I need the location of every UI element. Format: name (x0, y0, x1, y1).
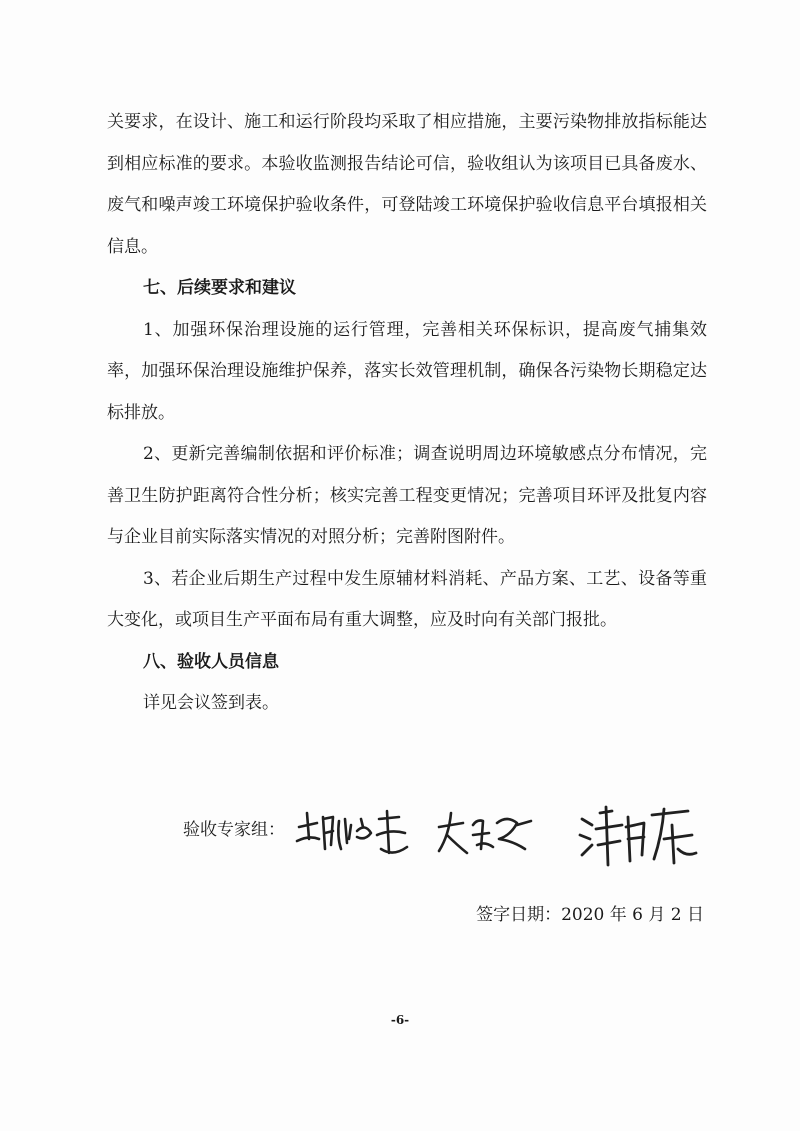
handwritten-signature-1 (295, 805, 415, 865)
paragraph-sign-in-note: 详见会议签到表。 (143, 693, 279, 713)
handwritten-signature-2 (433, 805, 543, 865)
page-number: -6- (390, 1013, 410, 1027)
signature-row (183, 805, 723, 875)
signing-date: 签字日期：2020 年 6 月 2 日 (476, 905, 704, 925)
requirement-item-3: 3、若企业后期生产过程中发生原辅材料消耗、产品方案、工艺、设备等重大变化，或项目生产平面布局有重大调整，应及时向有关部门报批。 (107, 568, 707, 630)
section-heading-8: 八、验收人员信息 (143, 651, 279, 672)
handwritten-signature-3 (578, 805, 703, 873)
paragraph-conclusion: 关要求，在设计、施工和运行阶段均采取了相应措施，主要污染物排放指标能达到相应标准的要求。本验收监测报告结论可信，验收组认为该项目已具备废水、废气和噪声竣工环境保护验收条件，可登陆竣工环境保护验收信息平台填报相关信息。 (107, 112, 707, 257)
body-content (107, 102, 707, 725)
requirement-item-1: 1、加强环保治理设施的运行管理，完善相关环保标识，提高废气捕集效率，加强环保治理设施维护保养，落实长效管理机制，确保各污染物长期稳定达标排放。 (107, 319, 707, 423)
section-heading-7: 七、后续要求和建议 (143, 278, 296, 298)
signature-label: 验收专家组： (183, 820, 285, 840)
requirement-item-2: 2、更新完善编制依据和评价标准；调查说明周边环境敏感点分布情况，完善卫生防护距离符合性分析；核实完善工程变更情况；完善项目环评及批复内容与企业目前实际落实情况的对照分析；完善附图附件。 (107, 444, 707, 547)
